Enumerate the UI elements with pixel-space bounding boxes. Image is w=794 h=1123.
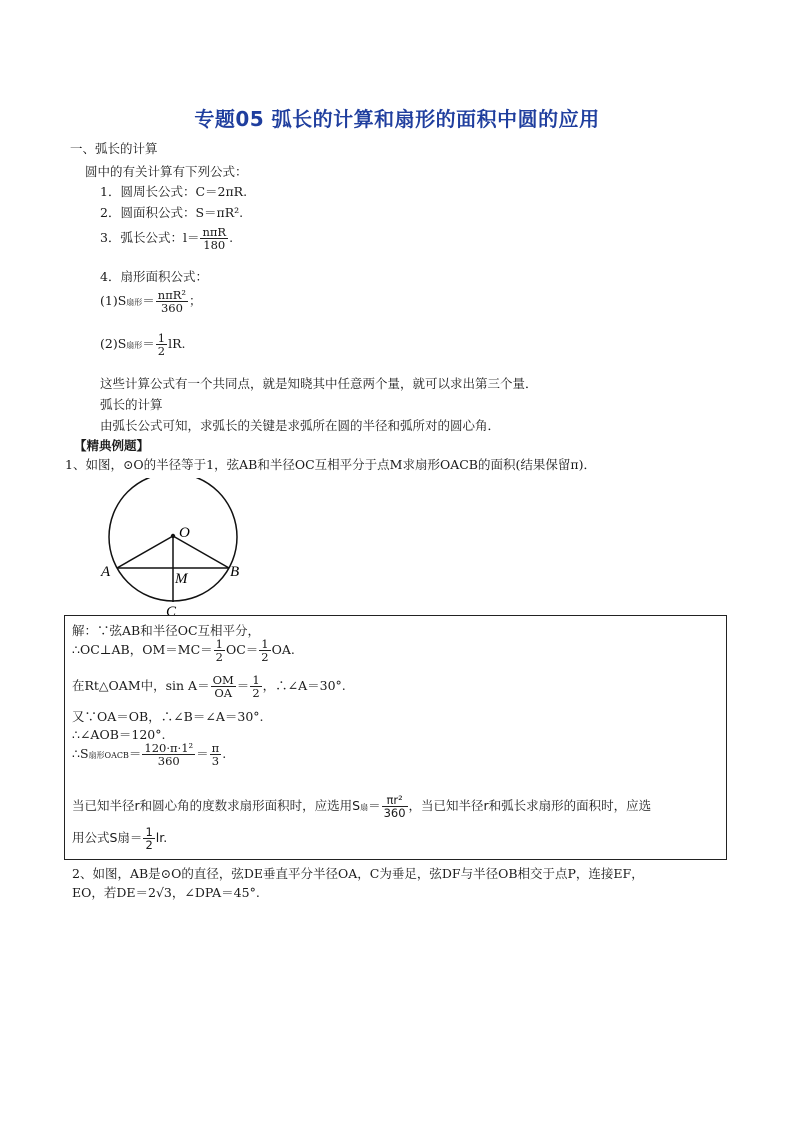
note-text: 这些计算公式有一个共同点，就是知晓其中任意两个量，就可以求出第三个量．	[100, 376, 538, 391]
example-heading: 【精典例题】	[74, 438, 150, 453]
radius-oa	[117, 536, 173, 568]
numerator: πr²	[382, 794, 408, 807]
solution-text: .	[222, 746, 227, 762]
center-point	[171, 534, 175, 538]
numerator: nπR	[202, 225, 227, 239]
formula-circle-area: 2．圆面积公式：S＝πR².	[100, 205, 244, 220]
label-c: C	[166, 604, 177, 618]
note-text: 由弧长公式可知，求弧长的关键是求弧所在圆的半径和弧所对的圆心角．	[100, 418, 501, 433]
denominator: 2	[261, 650, 269, 665]
subscript: 扇形	[126, 298, 143, 308]
solution-text: ，当已知半径r和弧长求扇形的面积时，应选	[408, 798, 652, 814]
solution-text: ＝	[128, 746, 142, 762]
solution-text: ＝	[236, 678, 250, 694]
denominator: 2	[145, 838, 153, 853]
formula-sector-2: (2)S扇形＝ $\frac{1}{2}$ lR.	[100, 331, 186, 359]
denominator: 360	[157, 754, 180, 769]
solution-text: OC＝	[225, 642, 259, 658]
label-m: M	[175, 571, 188, 587]
numerator: π	[211, 741, 220, 755]
sub-heading: 弧长的计算	[100, 397, 163, 412]
numerator: 1	[215, 637, 223, 651]
label-a: A	[101, 564, 111, 580]
solution-text: ∴S	[72, 746, 89, 762]
fraction	[200, 226, 228, 251]
fraction	[250, 674, 261, 699]
denominator: 2	[252, 686, 260, 701]
fraction	[211, 674, 236, 699]
formula-label: (2)S	[100, 336, 127, 352]
numerator: 1	[261, 637, 269, 651]
solution-text: ∴OC⊥AB，OM＝MC＝	[72, 642, 213, 658]
denominator: 360	[160, 301, 183, 316]
solution-text: ，∴∠A＝30°.	[262, 678, 346, 694]
subscript: 扇形	[126, 341, 143, 351]
subscript: 扇	[360, 803, 369, 813]
fraction	[210, 742, 222, 767]
solution-text: 在Rt△OAM中，sin A＝	[72, 678, 210, 694]
solution-text: 当已知半径r和圆心角的度数求扇形面积时，应选用S	[72, 798, 361, 814]
denominator: 2	[215, 650, 223, 665]
formula-label: (1)S	[100, 293, 127, 309]
solution-text: ∴∠AOB＝120°.	[72, 727, 166, 742]
solution-line-8	[72, 826, 167, 851]
numerator: 1	[157, 331, 166, 345]
denominator: 180	[203, 238, 226, 253]
formula-arc-length: 3．弧长公式：l＝ $\frac{\text{nπR}}{180}$ .	[100, 225, 234, 253]
solution-text: lr.	[155, 830, 168, 846]
solution-text: 解：∵弦AB和半径OC互相平分，	[72, 623, 261, 638]
formula-circumference: 1．圆周长公式：C＝2πR.	[100, 184, 248, 199]
fraction	[259, 638, 270, 663]
fraction	[214, 638, 225, 663]
formula-sector-1: (1)S扇形＝ $\frac{\text{nπR²}}{360}$ ；	[100, 288, 202, 316]
solution-text: 用公式S扇＝	[72, 830, 143, 846]
fraction	[142, 742, 195, 767]
question-2-line-1: 2、如图，AB是⊙O的直径，弦DE垂直平分半径OA，C为垂足，弦DF与半径OB相交于点P，连接EF，	[72, 866, 644, 881]
denominator: 2	[157, 344, 166, 359]
solution-text: OA.	[271, 642, 295, 658]
numerator: 1	[252, 673, 260, 687]
denominator: 360	[383, 806, 406, 821]
subscript: 扇形OACB	[88, 751, 129, 761]
section-heading: 一、弧长的计算	[70, 141, 158, 156]
numerator: 120·π·1²	[144, 741, 194, 755]
solution-line-1	[72, 621, 260, 639]
fraction	[156, 332, 167, 357]
fraction	[382, 794, 408, 819]
denominator: 3	[211, 754, 220, 769]
solution-line-2	[72, 638, 295, 663]
denominator: OA	[214, 686, 233, 701]
numerator: 1	[145, 825, 153, 839]
label-b: B	[230, 564, 240, 580]
formula-tail: lR.	[168, 336, 186, 352]
solution-line-7	[72, 794, 651, 819]
intro-text: 圆中的有关计算有下列公式：	[85, 164, 248, 179]
formula-sector-heading: 4．扇形面积公式：	[100, 269, 208, 284]
question-1: 1、如图，⊙O的半径等于1，弦AB和半径OC互相平分于点M求扇形OACB的面积(结果保留π)．	[65, 457, 596, 472]
solution-text: ＝	[196, 746, 209, 762]
solution-text: 又∵OA＝OB，∴∠B＝∠A＝30°.	[72, 709, 264, 724]
numerator: nπR²	[157, 288, 187, 302]
solution-line-6	[72, 742, 226, 767]
question-2-line-2: EO，若DE＝2√3，∠DPA＝45°.	[72, 885, 260, 900]
numerator: OM	[212, 673, 234, 687]
formula-label: 3．弧长公式：l＝	[100, 230, 200, 246]
solution-line-4	[72, 707, 264, 725]
fraction	[156, 289, 188, 314]
solution-line-3	[72, 674, 346, 699]
circle-figure	[95, 478, 265, 618]
label-o: O	[179, 525, 190, 541]
solution-text: ＝	[368, 798, 381, 814]
page-title: 专题05 弧长的计算和扇形的面积中圆的应用	[194, 107, 600, 131]
fraction	[143, 826, 154, 851]
